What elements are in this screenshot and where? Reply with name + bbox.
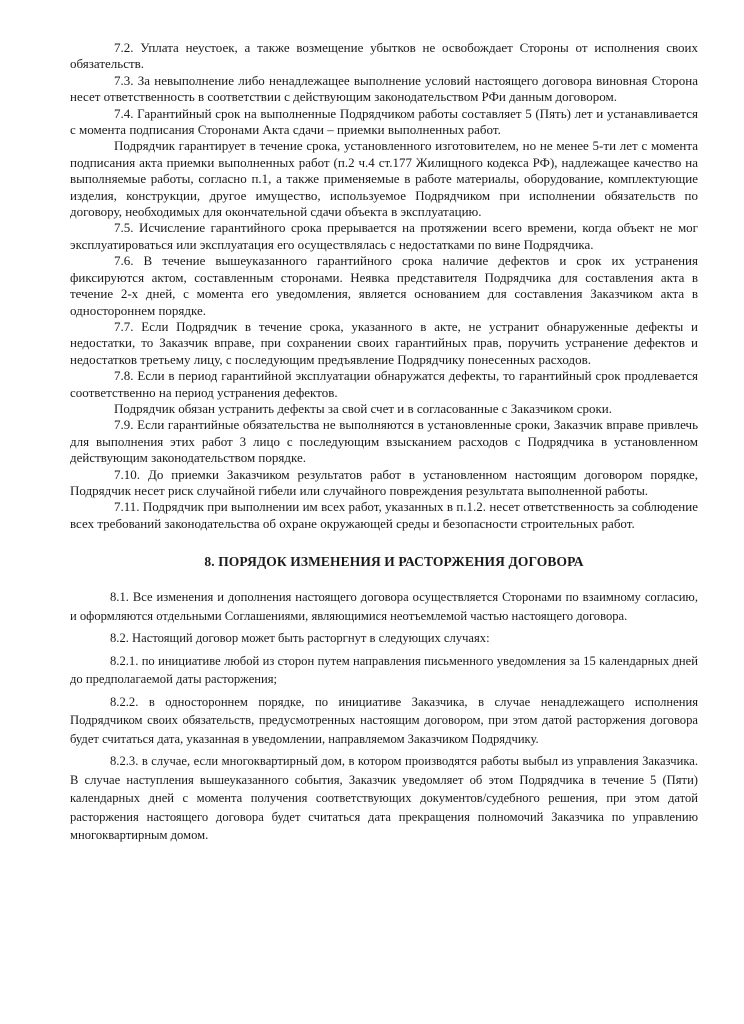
section-7-continued bbox=[70, 40, 698, 532]
paragraph-7-4: 7.4. Гарантийный срок на выполненные Подрядчиком работы составляет 5 (Пять) лет и устанавливается с момента подписания Сторонами Акта сдачи – приемки выполненных работ. bbox=[70, 105, 698, 138]
paragraph-8-2: 8.2. Настоящий договор может быть расторгнут в следующих случаях: bbox=[110, 631, 490, 646]
paragraph-7-8: 7.8. Если в период гарантийной эксплуатации обнаружатся дефекты, то гарантийный срок продлевается соответственно на период устранения дефектов. bbox=[70, 368, 698, 400]
paragraph-defects-own-cost: Подрядчик обязан устранить дефекты за свой счет и в согласованные с Заказчиком сроки. bbox=[114, 400, 613, 416]
paragraph-8-2-2: 8.2.2. в одностороннем порядке, по инициативе Заказчика, в случае ненадлежащего исполнения Подрядчиком своих обязательств, предусмотренных настоящим договором, при этом датой расторжения договора будет считаться дата, указанная в уведомлении, направляемом Заказчиком Подрядчику. bbox=[70, 694, 698, 746]
paragraph-7-5: 7.5. Исчисление гарантийного срока прерывается на протяжении всего времени, когда объект не мог эксплуатироваться или эксплуатация его осуществлялась с недостатками по вине Подрядчика. bbox=[70, 220, 698, 252]
paragraph-7-7: 7.7. Если Подрядчик в течение срока, указанного в акте, не устранит обнаруженные дефекты и недостатки, то Заказчик вправе, при сохранении своих гарантийных прав, поручить устранение дефектов и недостатков третьему лицу, с последующим предъявление Подрядчику понесенных расходов. bbox=[70, 318, 698, 367]
paragraph-8-2-1: 8.2.1. по инициативе любой из сторон путем направления письменного уведомления за 15 календарных дней до предполагаемой даты расторжения; bbox=[70, 653, 698, 687]
paragraph-7-9: 7.9. Если гарантийные обязательства не выполняются в установленные сроки, Заказчик вправе привлечь для выполнения этих работ 3 лицо с последующим взысканием расходов с Подрядчика в установленном действующим законодательством порядке. bbox=[70, 417, 698, 466]
paragraph-7-11: 7.11. Подрядчик при выполнении им всех работ, указанных в п.1.2. несет ответственность за соблюдение всех требований законодательства об охране окружающей среды и безопасности строительных работ. bbox=[70, 499, 698, 531]
paragraph-7-3: 7.3. За невыполнение либо ненадлежащее выполнение условий настоящего договора виновная Сторона несет ответственность в соответствии с действующим законодательством РФи данным договором. bbox=[70, 72, 698, 105]
paragraph-contractor-guarantee: Подрядчик гарантирует в течение срока, установленного изготовителем, но не менее 5-ти лет с момента подписания акта приемки выполненных работ (п.2 ч.4 ст.177 Жилищного кодекса РФ), надлежащее качество на выполняемые работы, согласно п.1, а также применяемые в работе материалы, оборудование, комплектующие изделия, конструкции, другое имущество, используемое Подрядчиком при исполнении обязательств по договору, необходимых для окончательной сдачи объекта в эксплуатацию. bbox=[70, 138, 698, 220]
section-8 bbox=[70, 588, 698, 845]
paragraph-8-1: 8.1. Все изменения и дополнения настоящего договора осуществляется Сторонами по взаимному согласию, и оформляются отдельными Соглашениями, являющимися неотъемлемой частью настоящего договора. bbox=[70, 590, 698, 623]
paragraph-8-2-3: 8.2.3. в случае, если многоквартирный дом, в котором производятся работы выбыл из управления Заказчика. В случае наступления вышеуказанного события, Заказчик уведомляет об этом Подрядчика в течение 5 (Пяти) календарных дней с момента получения соответствующих документов/судебного решения, при этом датой расторжения настоящего договора будет считаться дата прекращения полномочий Заказчика по управлению многоквартирным домом. bbox=[70, 754, 698, 843]
section-8-heading: 8. ПОРЯДОК ИЗМЕНЕНИЯ И РАСТОРЖЕНИЯ ДОГОВОРА bbox=[204, 554, 584, 570]
paragraph-7-10: 7.10. До приемки Заказчиком результатов работ в установленном настоящим договором порядке, Подрядчик несет риск случайной гибели или случайного повреждения результата выполненной работы. bbox=[70, 466, 698, 498]
paragraph-7-2: 7.2. Уплата неустоек, а также возмещение убытков не освобождает Стороны от исполнения своих обязательств. bbox=[70, 40, 698, 72]
paragraph-7-6: 7.6. В течение вышеуказанного гарантийного срока наличие дефектов и срок их устранения фиксируются актом, составленным сторонами. Неявка представителя Подрядчика для составления акта в течение 2-х дней, с момента его уведомления, является основанием для составления Заказчиком акта в одностороннем порядке. bbox=[70, 253, 698, 318]
